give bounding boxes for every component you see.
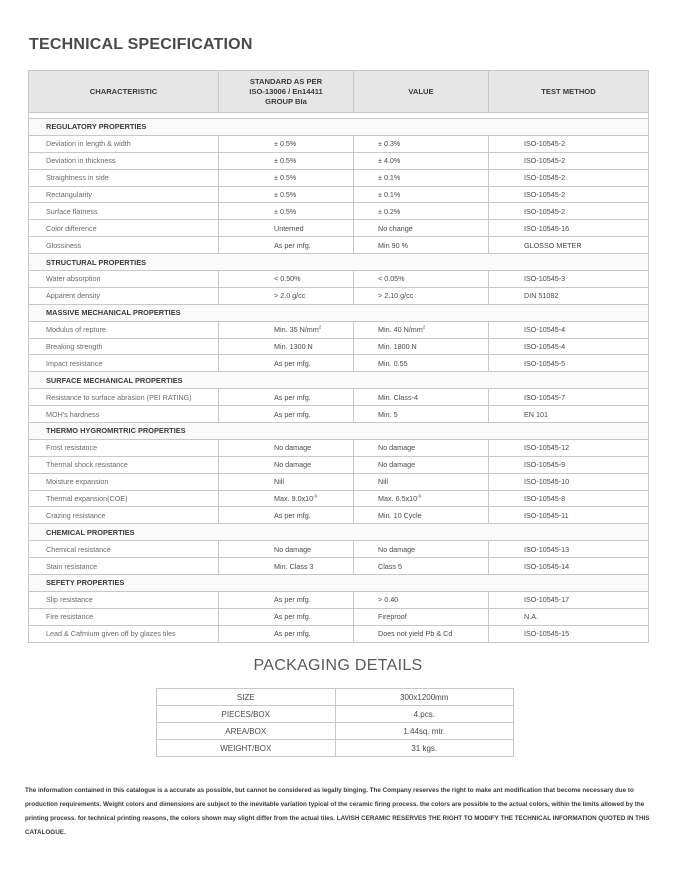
packaging-title: PACKAGING DETAILS (253, 657, 423, 674)
cell-value (354, 321, 489, 338)
table-row (29, 389, 649, 406)
cell-test-method: GLOSSO METER (489, 237, 649, 254)
cell-value: ± 0.2% (354, 203, 489, 220)
cell-test-method: ISO-10545-2 (489, 203, 649, 220)
cell-characteristic: Moisture expansion (29, 473, 219, 490)
cell-value: Min. 1800 N (354, 338, 489, 355)
table-row (29, 321, 649, 338)
cell-standard: As per mfg. (219, 406, 354, 423)
cell-test-method: ISO-10545-12 (489, 439, 649, 456)
cell-standard (219, 490, 354, 507)
packaging-value: 4.pcs. (335, 706, 514, 723)
group-label: THERMO HYGROMRTRIC PROPERTIES (29, 423, 649, 440)
table-row (29, 237, 649, 254)
cell-standard: No damage (219, 541, 354, 558)
standard-text: Min. 35 N/mm (274, 325, 319, 335)
header-standard-line1: STANDARD AS PER (249, 76, 323, 86)
group-row (29, 304, 649, 321)
cell-characteristic: Frost resistance (29, 439, 219, 456)
table-row (29, 625, 649, 642)
cell-characteristic: Apparent density (29, 287, 219, 304)
cell-value: > 0.40 (354, 591, 489, 608)
cell-characteristic: MOH's hardness (29, 406, 219, 423)
group-label: MASSIVE MECHANICAL PROPERTIES (29, 304, 649, 321)
cell-value: Does not yield Pb & Cd (354, 625, 489, 642)
header-test-method: TEST METHOD (489, 71, 649, 113)
cell-characteristic: Crazing resistance (29, 507, 219, 524)
group-label: STRUCTURAL PROPERTIES (29, 254, 649, 271)
group-row (29, 524, 649, 541)
cell-standard: As per mfg. (219, 591, 354, 608)
cell-standard: As per mfg. (219, 507, 354, 524)
table-row (29, 558, 649, 575)
packaging-value: 31 kgs. (335, 740, 514, 757)
cell-value: ± 0.1% (354, 186, 489, 203)
cell-value: Nill (354, 473, 489, 490)
table-row (29, 287, 649, 304)
standard-text: Max. 9.0x10 (274, 494, 314, 504)
cell-characteristic: Resistance to surface abrasion (PEI RATING) (29, 389, 219, 406)
table-row (29, 591, 649, 608)
packaging-label: SIZE (157, 689, 336, 706)
packaging-value: 300x1200mm (335, 689, 514, 706)
table-row (29, 541, 649, 558)
cell-characteristic: Thermal expansion(COE) (29, 490, 219, 507)
cell-test-method: ISO-10545-11 (489, 507, 649, 524)
packaging-label: PIECES/BOX (157, 706, 336, 723)
superscript: 2 (318, 324, 322, 330)
table-row (157, 689, 514, 706)
table-row (29, 406, 649, 423)
packaging-label: WEIGHT/BOX (157, 740, 336, 757)
spec-table (28, 70, 649, 643)
packaging-table (156, 688, 514, 757)
table-row (29, 439, 649, 456)
table-row (29, 355, 649, 372)
cell-standard: ± 0.5% (219, 169, 354, 186)
value-text: Min. 40 N/mm (378, 325, 423, 335)
cell-standard: ± 0.5% (219, 152, 354, 169)
superscript: -6 (313, 493, 318, 499)
cell-standard (219, 321, 354, 338)
cell-test-method: ISO-10545-8 (489, 490, 649, 507)
cell-characteristic: Water absorption (29, 271, 219, 288)
cell-standard: ± 0.5% (219, 186, 354, 203)
header-standard-line3: GROUP BIa (265, 96, 307, 106)
cell-test-method: ISO-10545-3 (489, 271, 649, 288)
cell-standard: As per mfg. (219, 237, 354, 254)
table-row (29, 169, 649, 186)
cell-standard: Min. 1300 N (219, 338, 354, 355)
cell-standard: ± 0.5% (219, 203, 354, 220)
cell-characteristic: Deviation in length & width (29, 135, 219, 152)
packaging-label: AREA/BOX (157, 723, 336, 740)
group-row (29, 254, 649, 271)
cell-standard: As per mfg. (219, 355, 354, 372)
cell-value (354, 490, 489, 507)
table-row (29, 271, 649, 288)
cell-characteristic: Glossiness (29, 237, 219, 254)
group-row (29, 423, 649, 440)
cell-standard: > 2.0 g/cc (219, 287, 354, 304)
cell-test-method: ISO-10545-14 (489, 558, 649, 575)
group-label: REGULATORY PROPERTIES (29, 119, 649, 136)
group-label: SURFACE MECHANICAL PROPERTIES (29, 372, 649, 389)
cell-test-method: ISO-10545-13 (489, 541, 649, 558)
cell-value: ± 0.1% (354, 169, 489, 186)
cell-value: No damage (354, 439, 489, 456)
cell-test-method: ISO-10545-9 (489, 456, 649, 473)
header-value: VALUE (354, 71, 489, 113)
cell-value: ± 0.3% (354, 135, 489, 152)
cell-value: No damage (354, 541, 489, 558)
group-row (29, 119, 649, 136)
value-text: Max. 6.5x10 (378, 494, 418, 504)
cell-characteristic: Color difference (29, 220, 219, 237)
header-standard-line2: ISO-13006 / En14411 (249, 86, 323, 96)
cell-value: > 2.10 g/cc (354, 287, 489, 304)
superscript: -6 (417, 493, 422, 499)
cell-value: Class 5 (354, 558, 489, 575)
cell-test-method: ISO-10545-4 (489, 338, 649, 355)
cell-test-method: N.A. (489, 608, 649, 625)
cell-test-method: ISO-10545-2 (489, 135, 649, 152)
group-label: CHEMICAL PROPERTIES (29, 524, 649, 541)
cell-characteristic: Straightness in side (29, 169, 219, 186)
cell-test-method: ISO-10545-7 (489, 389, 649, 406)
cell-test-method: ISO-10545-2 (489, 186, 649, 203)
cell-standard: < 0.50% (219, 271, 354, 288)
cell-characteristic: Impact resistance (29, 355, 219, 372)
cell-characteristic: Surface flatness (29, 203, 219, 220)
cell-characteristic: Slip resistance (29, 591, 219, 608)
cell-test-method: ISO-10545-2 (489, 169, 649, 186)
table-row (29, 473, 649, 490)
cell-test-method: ISO-10545-17 (489, 591, 649, 608)
packaging-value: 1.44sq. mtr. (335, 723, 514, 740)
cell-standard: As per mfg. (219, 608, 354, 625)
table-row (29, 456, 649, 473)
group-label: SEFETY PROPERTIES (29, 575, 649, 592)
group-row (29, 575, 649, 592)
cell-test-method: ISO-10545-2 (489, 152, 649, 169)
cell-test-method: ISO-10545-15 (489, 625, 649, 642)
cell-standard: As per mfg. (219, 625, 354, 642)
cell-standard: No damage (219, 439, 354, 456)
cell-standard: No damage (219, 456, 354, 473)
table-row (29, 490, 649, 507)
cell-value: Min 90 % (354, 237, 489, 254)
cell-characteristic: Deviation in thickness (29, 152, 219, 169)
disclaimer-text: The information contained in this catalogue is a accurate as possible, but cannot be considered as legally binging. The Company reserves the right to make ant modification that become necessary due to production requirements. Weight colors and dimensions are subject to the inevitable variation typical of the ceramic firing process. the colors are possible to the actual colors, within the limits allowed by the printing process. for technical printing reasons, the colors shown may slight differ from the actual tiles. LAVISH CERAMIC RESERVES THE RIGHT TO MODIFY THE TECHNICAL INFORMATION QUOTED IN THIS CATALOGUE. (25, 787, 650, 836)
cell-value: No damage (354, 456, 489, 473)
table-row (29, 338, 649, 355)
cell-characteristic: Breaking strength (29, 338, 219, 355)
cell-characteristic: Modulus of repture (29, 321, 219, 338)
cell-value: Min. 10 Cycle (354, 507, 489, 524)
cell-test-method: ISO-10545-16 (489, 220, 649, 237)
table-row (157, 740, 514, 757)
table-row (29, 152, 649, 169)
cell-characteristic: Fire resistance (29, 608, 219, 625)
table-header (29, 71, 649, 113)
cell-standard: As per mfg. (219, 389, 354, 406)
cell-value: ± 4.0% (354, 152, 489, 169)
cell-characteristic: Stain resistance (29, 558, 219, 575)
cell-standard: Nill (219, 473, 354, 490)
cell-characteristic: Rectangularity (29, 186, 219, 203)
table-row (29, 220, 649, 237)
table-row (157, 706, 514, 723)
cell-value: Fireproof (354, 608, 489, 625)
superscript: 2 (422, 324, 426, 330)
cell-test-method: DIN 51082 (489, 287, 649, 304)
cell-standard: Unterned (219, 220, 354, 237)
cell-characteristic: Thermal shock resistance (29, 456, 219, 473)
cell-characteristic: Lead & Cafmium given off by glazes tiles (29, 625, 219, 642)
table-row (29, 608, 649, 625)
header-standard (219, 71, 354, 113)
cell-characteristic: Chemical resistance (29, 541, 219, 558)
cell-value: < 0.05% (354, 271, 489, 288)
group-row (29, 372, 649, 389)
cell-value: No change (354, 220, 489, 237)
cell-test-method: ISO-10545-10 (489, 473, 649, 490)
cell-value: Min. 0.55 (354, 355, 489, 372)
cell-value: Min. 5 (354, 406, 489, 423)
cell-standard: Min. Class 3 (219, 558, 354, 575)
table-row (29, 203, 649, 220)
page-title: TECHNICAL SPECIFICATION (29, 36, 253, 53)
cell-standard: ± 0.5% (219, 135, 354, 152)
cell-value: Min. Class-4 (354, 389, 489, 406)
table-row (157, 723, 514, 740)
table-row (29, 507, 649, 524)
header-characteristic: CHARACTERISTIC (29, 71, 219, 113)
cell-test-method: ISO-10545-4 (489, 321, 649, 338)
cell-test-method: ISO-10545-5 (489, 355, 649, 372)
cell-test-method: EN 101 (489, 406, 649, 423)
table-row (29, 135, 649, 152)
table-row (29, 186, 649, 203)
